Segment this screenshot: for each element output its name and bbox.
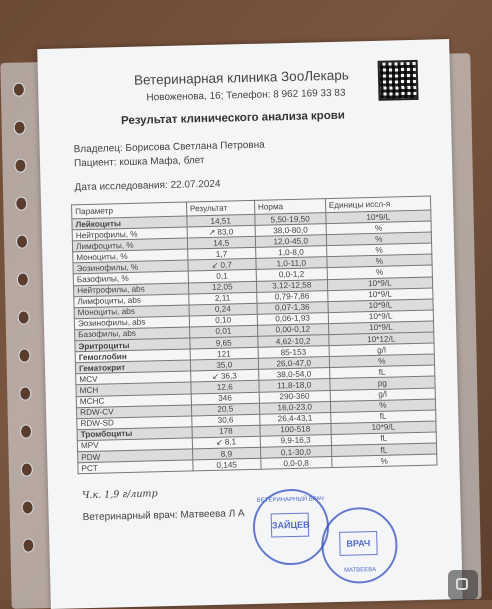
punch-hole — [18, 310, 30, 324]
handwritten-note: Ч.к. 1,9 г/литр — [82, 488, 158, 502]
punch-hole — [21, 462, 33, 476]
unit-value-text: % — [378, 356, 386, 366]
result-value-text: 14,51 — [210, 215, 232, 226]
param-name-text: MPV — [80, 441, 99, 451]
norm-range-text: 38,0-54,0 — [276, 369, 312, 380]
date-line: Дата исследования: 22.07.2024 — [74, 178, 221, 194]
param-name-text: MCH — [79, 385, 99, 396]
unit-value-text: 10*9/L — [368, 289, 393, 300]
result-value-text: 12,6 — [216, 382, 233, 392]
norm-range-text: 100-518 — [280, 424, 311, 435]
stamp-ring-text: ВЕТЕРИНАРНЫЙ ВРАЧ — [256, 496, 324, 504]
unit-value-text: g/l — [377, 345, 386, 355]
norm-range-text: 26,4-43,1 — [277, 413, 313, 424]
result-value-text: 35,0 — [216, 360, 233, 370]
norm-range-text: 16,0-23,0 — [277, 402, 313, 413]
stamp-core-text: ВРАЧ — [339, 531, 378, 556]
param-name-text: RDW-CV — [80, 407, 114, 418]
result-value-text: 12,05 — [211, 282, 233, 293]
punch-hole — [18, 348, 30, 362]
punch-hole — [17, 272, 29, 286]
deviation-mark: ↙ — [215, 438, 223, 448]
param-name-text: Лейкоциты — [75, 218, 122, 229]
result-value-text: 0,7 — [220, 260, 232, 270]
header-units: Единицы иссл-я — [325, 196, 431, 213]
unit-value-text: fL — [380, 445, 388, 455]
unit-value-text: 10*9/L — [371, 422, 396, 433]
param-name-text: Эритроциты — [78, 340, 130, 351]
header-norm: Норма — [254, 199, 325, 215]
clinic-stamp — [252, 488, 330, 566]
result-value-text: 83,0 — [217, 227, 234, 237]
unit-value-text: % — [375, 234, 383, 244]
result-value-text: 20,5 — [217, 404, 234, 414]
doctor-stamp — [321, 506, 399, 584]
deviation-mark: ↙ — [211, 260, 219, 270]
results-table — [71, 196, 437, 475]
param-name-text: RDW-SD — [80, 418, 115, 429]
param-name-text: Базофилы, abs — [78, 329, 137, 340]
unit-value-text: 10*12/L — [367, 334, 396, 344]
norm-range-text: 0,0-1,2 — [278, 269, 305, 280]
result-value-text: 36,3 — [220, 371, 237, 381]
unit-value-text: fL — [380, 434, 388, 444]
unit-value-text: 10*9/L — [368, 311, 393, 322]
norm-range-text: 1,0-8,0 — [278, 247, 304, 258]
norm-range-text: 290-360 — [279, 391, 310, 402]
punch-hole — [13, 82, 25, 96]
result-value-text: 0,01 — [215, 326, 232, 337]
unit-value-text: % — [375, 245, 383, 255]
report-title: Результат клинического анализа крови — [120, 109, 346, 128]
norm-range-text: 9,9-16,3 — [280, 435, 311, 446]
result-value-text: 2,11 — [214, 293, 231, 304]
result-value-text: 0,10 — [215, 315, 232, 326]
unit-value-text: fL — [379, 411, 387, 422]
stamp-core-text: ЗАЙЦЕВ — [271, 513, 310, 538]
param-name-text: Моноциты, abs — [77, 307, 135, 318]
deviation-mark: ↙ — [212, 371, 219, 381]
norm-range-text: 0,0-0,8 — [283, 458, 309, 468]
square-icon — [456, 578, 468, 590]
result-value-text: 121 — [217, 349, 231, 359]
unit-value-text: 10*9/L — [367, 278, 392, 289]
norm-range-text: 0,00-0,12 — [275, 325, 311, 335]
punch-hole — [22, 538, 34, 552]
punch-hole — [14, 158, 26, 172]
param-name-text: Тромбоциты — [80, 429, 133, 440]
punch-hole — [20, 424, 32, 438]
unit-value-text: % — [375, 256, 384, 266]
norm-range-text: 11,8-18,0 — [277, 380, 312, 391]
norm-range-text: 5,50-19,50 — [270, 214, 310, 225]
punch-hole — [14, 120, 26, 134]
param-name-text: PCT — [81, 463, 98, 473]
param-name-text: Нейтрофилы, % — [75, 229, 138, 240]
param-name-text: Эозинофилы, abs — [77, 317, 146, 329]
result-value-text: 8,1 — [224, 437, 237, 448]
unit-value-text: % — [375, 267, 384, 277]
param-name-text: Эозинофилы, % — [76, 262, 139, 274]
norm-range — [261, 457, 332, 470]
result-value-text: 30,6 — [217, 415, 234, 426]
norm-range-text: 3,12-12,58 — [272, 280, 312, 291]
param-name-text: Лимфоциты, % — [75, 240, 134, 251]
norm-range-text: 0,79-7,86 — [274, 291, 310, 302]
unit-value-text: % — [379, 400, 387, 411]
punch-hole — [19, 386, 31, 400]
param-name-text: MCV — [79, 374, 98, 385]
deviation-mark: ↗ — [208, 227, 216, 237]
param-name-text: Гемоглобин — [78, 351, 127, 362]
result-value-text: 178 — [218, 426, 233, 437]
param-name-text: Моноциты, % — [76, 251, 128, 263]
result-value-text: 0,1 — [216, 271, 228, 281]
lab-report-sheet — [37, 39, 463, 609]
result-value-text: 0,24 — [214, 304, 231, 315]
result-value-text: 0,145 — [216, 459, 238, 470]
unit-value-text: pg — [377, 378, 387, 388]
param-name-text: Гематокрит — [78, 362, 126, 373]
unit-value-text: fL — [378, 367, 386, 377]
result-value-text: 9,65 — [215, 338, 232, 348]
result-value-text: 14,5 — [213, 238, 230, 248]
norm-range-text: 1,0-11,0 — [276, 258, 307, 269]
param-name — [78, 460, 193, 474]
param-name-text: Базофилы, % — [76, 273, 129, 285]
qr-code-icon — [378, 60, 419, 101]
header-parameter: Параметр — [72, 202, 187, 219]
norm-range-text: 38,0-80,0 — [273, 225, 308, 236]
result-value-text: 346 — [218, 393, 232, 403]
unit-value-text: 10*9/L — [368, 300, 393, 311]
param-name-text: Нейтрофилы, abs — [77, 284, 145, 296]
punch-hole — [16, 234, 28, 248]
norm-range-text: 12,0-45,0 — [273, 236, 309, 247]
norm-range-text: 4,62-10,2 — [275, 336, 311, 346]
result-value-text: 1,7 — [215, 249, 228, 259]
result-value-text: 8,9 — [220, 448, 233, 459]
norm-range-text: 0,06-1,93 — [275, 313, 311, 324]
unit-value-text: % — [380, 456, 388, 466]
clinic-address: Новоженова, 16; Телефон: 8 962 169 33 83 — [146, 87, 346, 104]
punch-hole — [15, 196, 27, 210]
patient-line: Пациент: кошка Мафа, блет — [73, 155, 205, 170]
unit-value-text: 10*9/L — [366, 212, 391, 222]
punch-hole — [22, 500, 34, 514]
norm-range-text: 26,0-47,0 — [276, 358, 312, 369]
norm-range-text: 85-153 — [280, 347, 307, 357]
owner-line: Владелец: Борисова Светлана Петровна — [73, 139, 265, 156]
header-result: Результат — [186, 200, 254, 216]
overlay-button[interactable] — [448, 570, 478, 600]
unit-value-text: g/l — [378, 389, 388, 399]
param-name-text: PDW — [81, 452, 101, 462]
unit-value-text: % — [374, 223, 383, 233]
doctor-signature-line: Ветеринарный врач: Матвеева Л А — [82, 508, 245, 524]
norm-range-text: 0,1-30,0 — [280, 447, 311, 457]
unit-value-text: 10*9/L — [369, 322, 393, 333]
param-name-text: MCHC — [79, 396, 105, 407]
unit-value — [331, 454, 437, 468]
param-name-text: Лимфоциты, abs — [77, 295, 142, 307]
norm-range-text: 0,07-1,36 — [274, 302, 310, 313]
stamp-ring-text: МАТВЕЕВА — [343, 566, 377, 574]
result-value — [193, 458, 261, 471]
clinic-name: Ветеринарная клиника ЗооЛекарь — [133, 67, 350, 88]
